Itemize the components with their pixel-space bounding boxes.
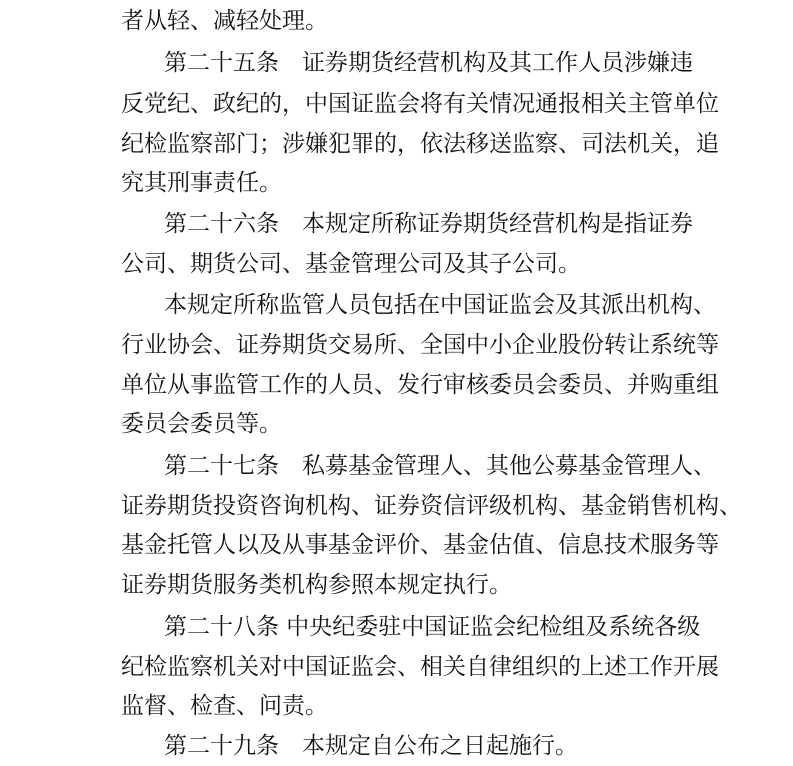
paragraph-line: 者从轻、减轻处理。: [121, 8, 328, 34]
article-27-line: 第二十七条 私募基金管理人、其他公募基金管理人、: [164, 453, 716, 479]
article-26-line: 第二十六条 本规定所称证券期货经营机构是指证券: [164, 211, 693, 237]
paragraph-line: 本规定所称监管人员包括在中国证监会及其派出机构、: [164, 292, 716, 318]
paragraph-line: 纪检监察机关对中国证监会、相关自律组织的上述工作开展: [121, 654, 719, 680]
paragraph-line: 反党纪、政纪的，中国证监会将有关情况通报相关主管单位: [121, 91, 719, 117]
paragraph-line: 究其刑事责任。: [121, 170, 282, 196]
paragraph-line: 证券期货服务类机构参照本规定执行。: [121, 572, 512, 598]
paragraph-line: 基金托管人以及从事基金评价、基金估值、信息技术服务等: [121, 532, 719, 558]
paragraph-line: 行业协会、证券期货交易所、全国中小企业股份转让系统等: [121, 332, 719, 358]
article-28-line: 第二十八条 中央纪委驻中国证监会纪检组及系统各级: [164, 614, 701, 640]
paragraph-line: 公司、期货公司、基金管理公司及其子公司。: [121, 251, 581, 277]
paragraph-line: 监督、检查、问责。: [121, 693, 328, 719]
paragraph-line: 证券期货投资咨询机构、证券资信评级机构、基金销售机构、: [121, 493, 742, 519]
article-25-line: 第二十五条 证券期货经营机构及其工作人员涉嫌违: [164, 50, 693, 76]
article-29-line: 第二十九条 本规定自公布之日起施行。: [164, 733, 578, 759]
paragraph-line: 纪检监察部门；涉嫌犯罪的，依法移送监察、司法机关，追: [121, 131, 719, 157]
paragraph-line: 委员会委员等。: [121, 411, 282, 437]
paragraph-line: 单位从事监管工作的人员、发行审核委员会委员、并购重组: [121, 372, 719, 398]
